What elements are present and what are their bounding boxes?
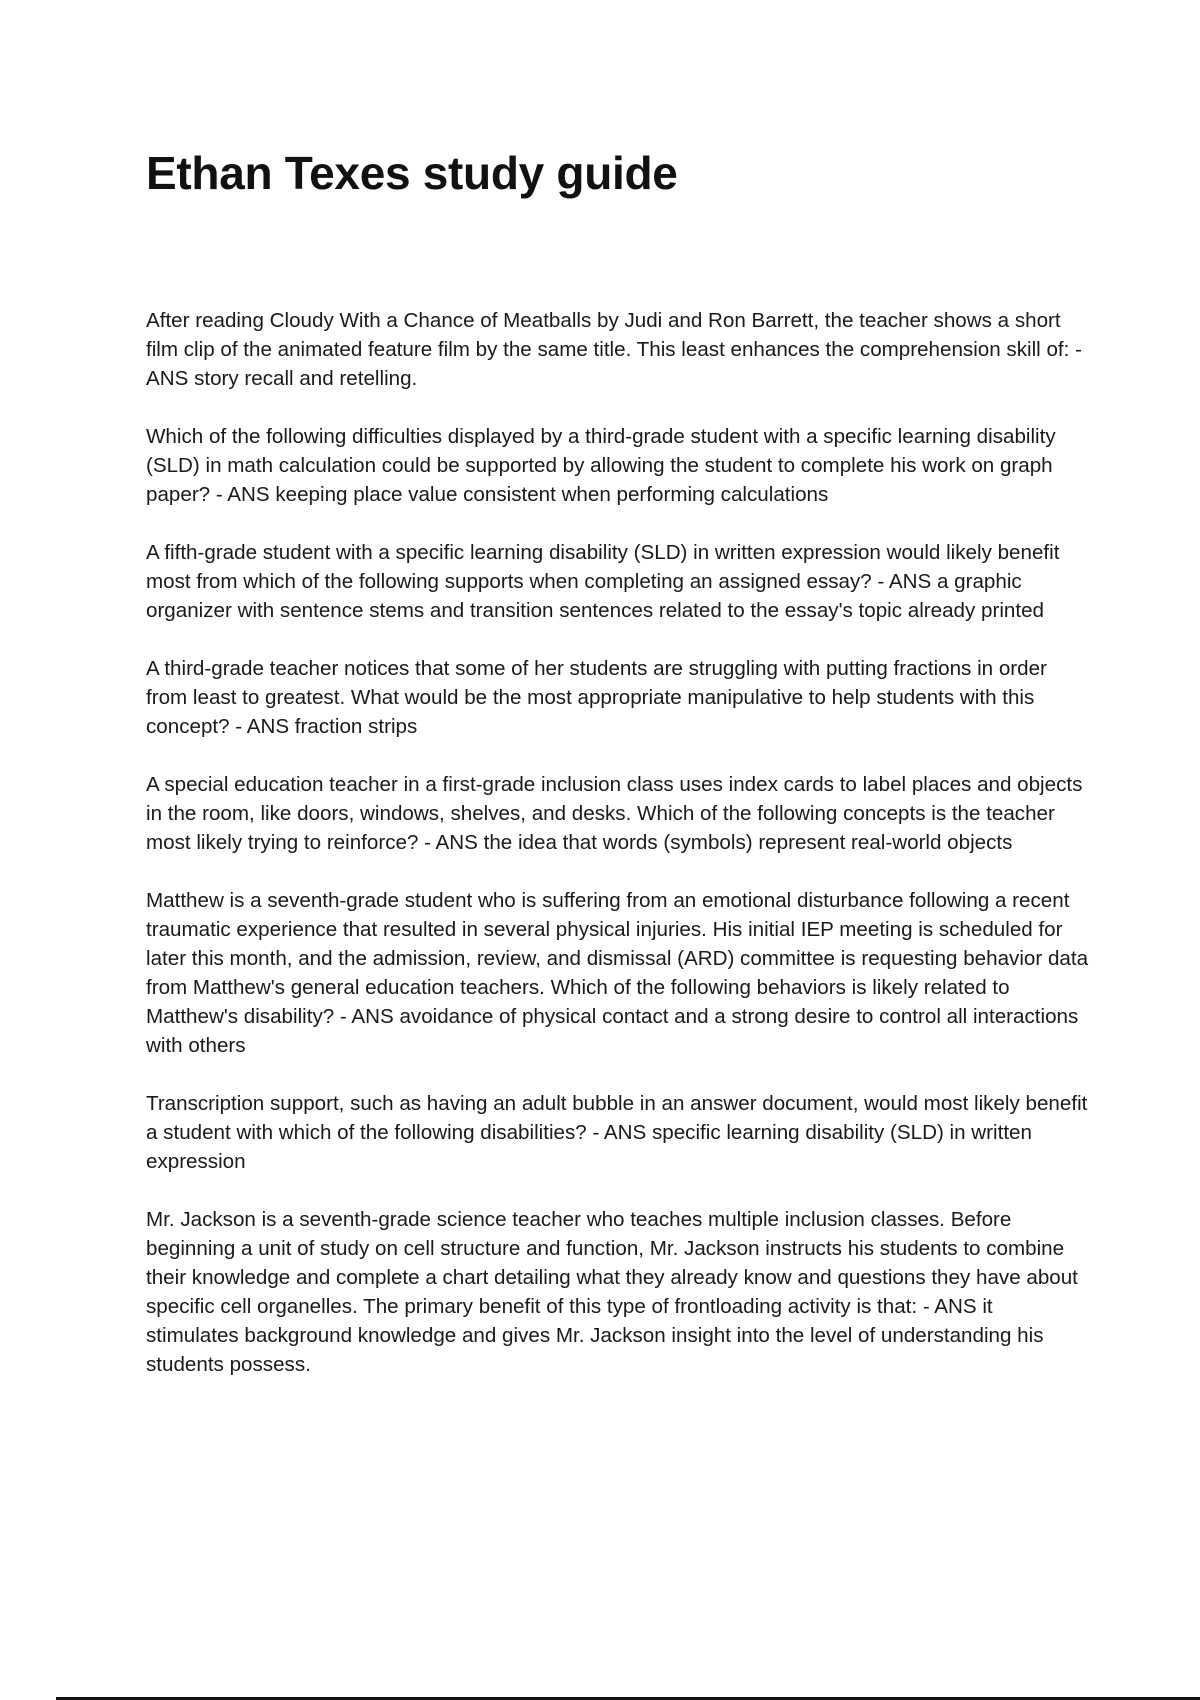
qa-item-6: Matthew is a seventh-grade student who is suffering from an emotional disturbance following a recent traumatic experience that resulted in several physical injuries. His initial IEP meeting is scheduled for later this month, and the admission, review, and dismissal (ARD) committee is requesting behavior data from Matthew's general education teachers. Which of the following behaviors is likely related to Matthew's disability? - ANS avoidance of physical contact and a strong desire to control all interactions with others (146, 889, 1089, 1057)
qa-item-8: Mr. Jackson is a seventh-grade science teacher who teaches multiple inclusion classes. Before beginning a unit of study on cell structure and function, Mr. Jackson instructs his students to combine their knowledge and complete a chart detailing what they already know and questions they have about specific cell organelles. The primary benefit of this type of frontloading activity is that: - ANS it stimulates background knowledge and gives Mr. Jackson insight into the level of understanding his students possess. (146, 1208, 1078, 1376)
qa-item-4: A third-grade teacher notices that some of her students are struggling with putting fractions in order from least to greatest. What would be the most appropriate manipulative to help students with this concept? - ANS fraction strips (146, 657, 1047, 738)
qa-item-3: A fifth-grade student with a specific learning disability (SLD) in written expression would likely benefit most from which of the following supports when completing an assigned essay? - ANS a graphic organizer with sentence stems and transition sentences related to the essay's topic already printed (146, 541, 1060, 622)
qa-item-1: After reading Cloudy With a Chance of Meatballs by Judi and Ron Barrett, the teacher shows a short film clip of the animated feature film by the same title. This least enhances the comprehension skill of: - ANS story recall and retelling. (146, 309, 1082, 390)
qa-item-7: Transcription support, such as having an adult bubble in an answer document, would most likely benefit a student with which of the following disabilities? - ANS specific learning disability (SLD) in written expression (146, 1092, 1088, 1173)
question-answer-list (146, 306, 1090, 1408)
qa-item-5: A special education teacher in a first-grade inclusion class uses index cards to label places and objects in the room, like doors, windows, shelves, and desks. Which of the following concepts is the teacher most likely trying to reinforce? - ANS the idea that words (symbols) represent real-world objects (146, 773, 1083, 854)
qa-item-2: Which of the following difficulties displayed by a third-grade student with a specific learning disability (SLD) in math calculation could be supported by allowing the student to complete his work on graph paper? - ANS keeping place value consistent when performing calculations (146, 425, 1056, 506)
page-title: Ethan Texes study guide (146, 147, 678, 199)
